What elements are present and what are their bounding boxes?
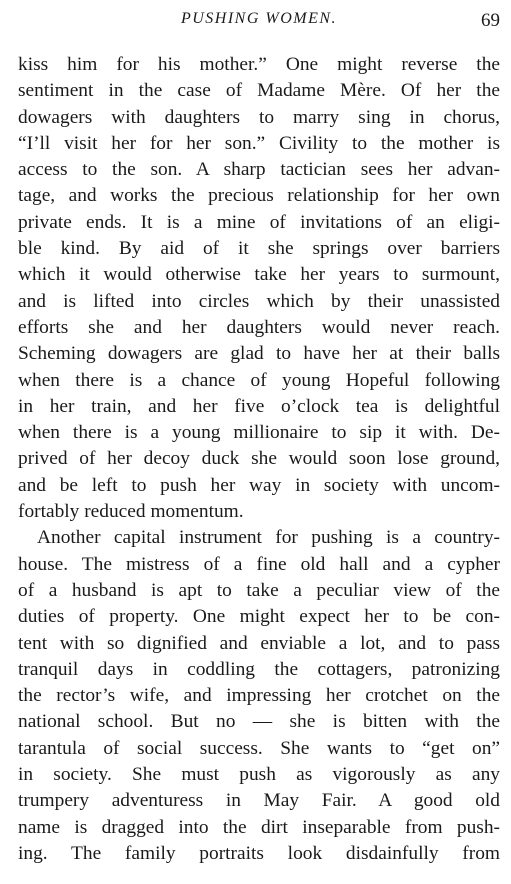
text-line: tent with so dignified and enviable a lot, and to pass — [18, 632, 500, 654]
text-line: trumpery adventuress in May Fair. A good old — [18, 790, 500, 812]
text-line: tage, and works the precious relationship for her own — [18, 185, 500, 207]
text-line: house. The mistress of a fine old hall and a cypher — [18, 553, 500, 575]
running-head — [18, 10, 500, 34]
text-line: efforts she and her daughters would never reach. — [18, 316, 500, 338]
text-line: name is dragged into the dirt inseparable from push- — [18, 816, 500, 838]
text-line: and be left to push her way in society with uncom- — [18, 474, 500, 496]
body-text — [18, 52, 500, 867]
text-line: duties of property. One might expect her to be con- — [18, 606, 500, 628]
text-line: ble kind. By aid of it she springs over barriers — [18, 238, 500, 260]
paragraph-first-line: Another capital instrument for pushing is a country- — [37, 527, 500, 549]
text-line: when there is a chance of young Hopeful following — [18, 369, 500, 391]
text-line: tarantula of social success. She wants to “get on” — [18, 737, 500, 759]
text-line: in society. She must push as vigorously as any — [18, 764, 500, 786]
text-line: private ends. It is a mine of invitations of an eligi- — [18, 211, 500, 233]
text-line: tranquil days in coddling the cottagers, patronizing — [18, 658, 500, 680]
text-line: in her train, and her five o’clock tea is delightful — [18, 395, 500, 417]
text-line: kiss him for his mother.” One might reverse the — [18, 54, 500, 75]
text-line: ing. The family portraits look disdainfully from — [18, 842, 500, 864]
text-line: sentiment in the case of Madame Mère. Of her the — [18, 80, 500, 102]
text-line: the rector’s wife, and impressing her crotchet on the — [18, 685, 500, 707]
paragraph-last-line: fortably reduced momentum. — [18, 501, 244, 523]
running-head-title: PUSHING WOMEN. — [180, 10, 338, 27]
text-line: and is lifted into circles which by their unassisted — [18, 290, 500, 312]
text-line: prived of her decoy duck she would soon lose ground, — [18, 448, 500, 470]
page-number: 69 — [481, 10, 500, 31]
text-line: national school. But no — she is bitten with the — [18, 711, 500, 733]
text-line: of a husband is apt to take a peculiar view of the — [18, 579, 500, 601]
text-line: when there is a young millionaire to sip it with. De- — [18, 422, 500, 444]
text-line: access to the son. A sharp tactician sees her advan- — [18, 159, 500, 181]
text-line: Scheming dowagers are glad to have her at their balls — [18, 343, 500, 365]
text-line: which it would otherwise take her years to surmount, — [18, 264, 500, 286]
text-line: dowagers with daughters to marry sing in chorus, — [18, 106, 500, 128]
text-line: “I’ll visit her for her son.” Civility to the mother is — [18, 132, 500, 154]
